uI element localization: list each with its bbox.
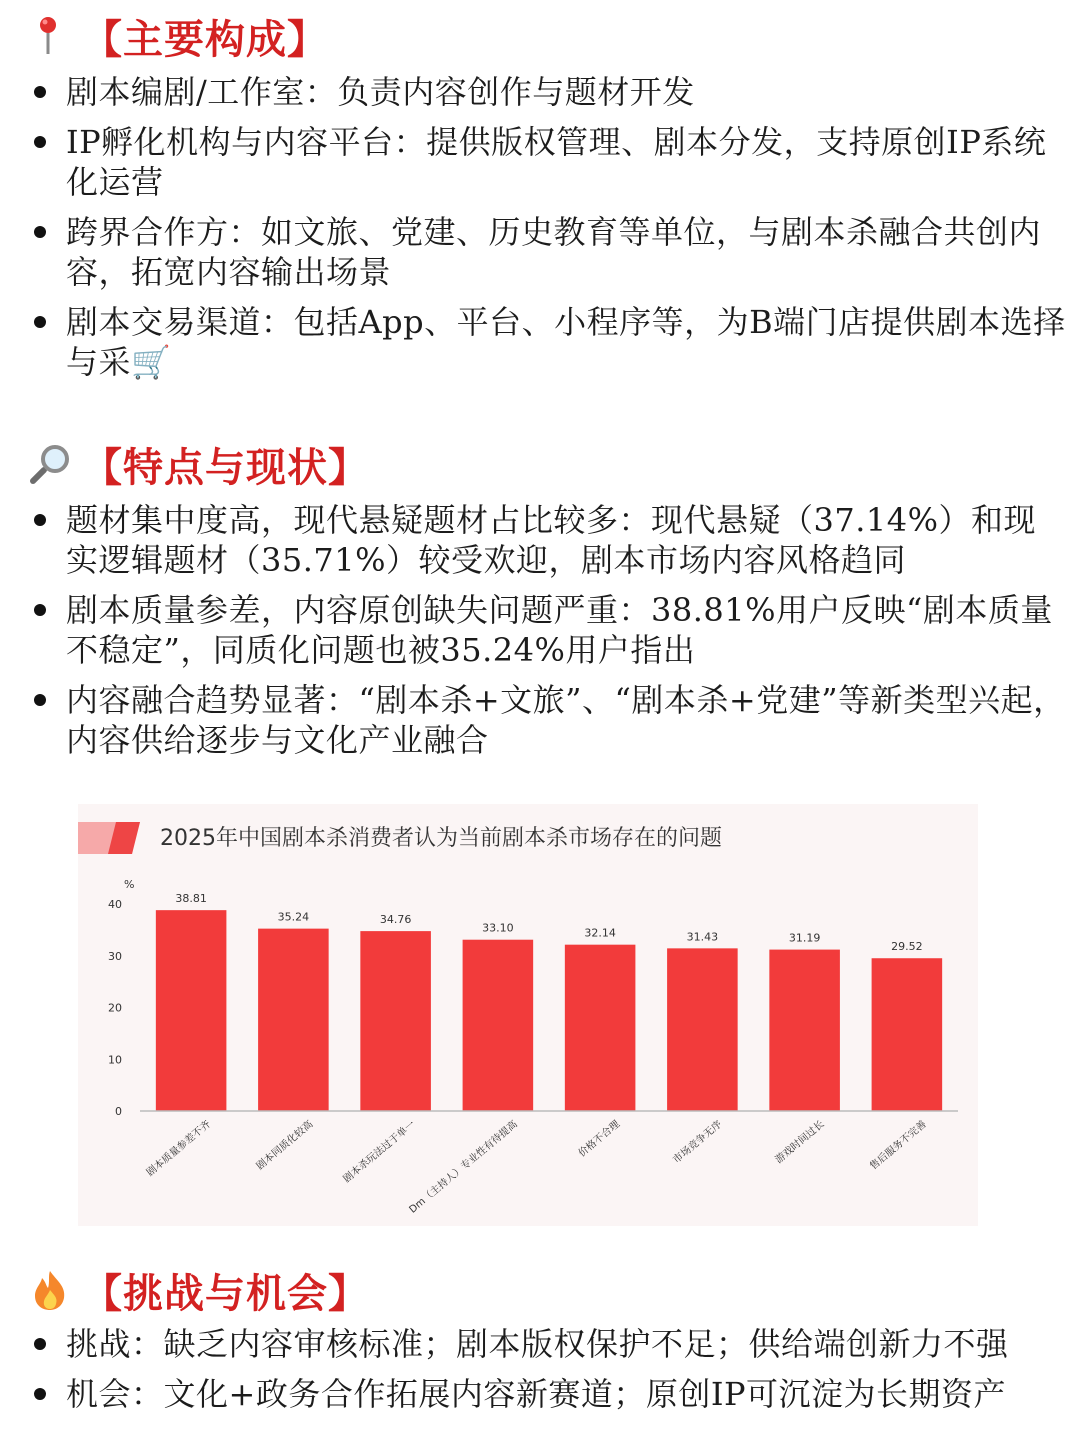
challenges-list <box>28 1324 1068 1424</box>
list-item: 内容融合趋势显著：“剧本杀+文旅”、“剧本杀+党建”等新类型兴起，内容供给逐步与文化产业融合 <box>28 680 1068 760</box>
x-tick-label: 价格不合理 <box>576 1118 623 1160</box>
bar-value-label: 34.76 <box>379 913 412 927</box>
list-item: 挑战：缺乏内容审核标准；剧本版权保护不足；供给端创新力不强 <box>28 1324 1068 1364</box>
features-list <box>28 500 1068 770</box>
bar-value-label: 33.10 <box>482 921 514 935</box>
x-tick-label: 剧本质量参差不齐 <box>144 1118 214 1179</box>
y-tick-label: 20 <box>108 1001 122 1015</box>
bar-chart <box>78 804 978 1226</box>
x-tick-label: 剧本同质化较高 <box>254 1118 316 1173</box>
list-item: 剧本交易渠道：包括App、平台、小程序等，为B端门店提供剧本选择与采🛒 <box>28 302 1068 382</box>
bar-value-label: 31.19 <box>788 931 821 945</box>
list-item: 剧本质量参差，内容原创缺失问题严重：38.81%用户反映“剧本质量不稳定”，同质化问题也被35.24%用户指出 <box>28 590 1068 670</box>
bar-value-label: 31.43 <box>686 930 719 944</box>
magnifier-icon <box>28 442 72 486</box>
chart-card <box>78 804 978 1226</box>
list-item: 机会：文化+政务合作拓展内容新赛道；原创IP可沉淀为长期资产 <box>28 1374 1068 1414</box>
x-tick-label: 市场竞争无序 <box>671 1118 725 1166</box>
composition-list <box>28 72 1068 392</box>
bar-value-label: 32.14 <box>584 926 616 940</box>
y-tick-label: 0 <box>115 1105 122 1118</box>
list-item: 剧本编剧/工作室：负责内容创作与题材开发 <box>28 72 1068 112</box>
section-heading-composition <box>28 8 328 64</box>
x-tick-label: 售后服务不完善 <box>868 1118 929 1173</box>
bar <box>156 910 227 1111</box>
x-tick-label: Dm（主持人）专业性有待提高 <box>407 1118 520 1216</box>
bar <box>258 929 329 1111</box>
y-axis-label: % <box>124 878 135 891</box>
pushpin-icon <box>28 14 72 58</box>
section-heading-challenges <box>28 1262 369 1318</box>
bar <box>667 948 738 1111</box>
list-item: IP孵化机构与内容平台：提供版权管理、剧本分发，支持原创IP系统化运营 <box>28 122 1068 202</box>
bar <box>463 940 534 1111</box>
list-item: 跨界合作方：如文旅、党建、历史教育等单位，与剧本杀融合共创内容，拓宽内容输出场景 <box>28 212 1068 292</box>
bar <box>872 958 943 1111</box>
bar-value-label: 38.81 <box>175 892 207 906</box>
section-title: 【主要构成】 <box>82 15 328 63</box>
bar-value-label: 29.52 <box>891 940 923 954</box>
x-tick-label: 游戏时间过长 <box>773 1118 827 1166</box>
bar-value-label: 35.24 <box>277 910 310 924</box>
section-heading-features <box>28 436 369 492</box>
bar <box>565 945 636 1111</box>
y-tick-label: 10 <box>108 1053 122 1067</box>
x-tick-label: 剧本杀玩法过于单一 <box>341 1118 418 1186</box>
bar <box>360 931 431 1111</box>
bar <box>769 950 840 1111</box>
list-item: 题材集中度高，现代悬疑题材占比较多：现代悬疑（37.14%）和现实逻辑题材（35.71%）较受欢迎，剧本市场内容风格趋同 <box>28 500 1068 580</box>
section-title: 【特点与现状】 <box>82 443 369 491</box>
y-tick-label: 30 <box>108 949 122 963</box>
fire-icon <box>28 1268 72 1312</box>
chart-title: 2025年中国剧本杀消费者认为当前剧本杀市场存在的问题 <box>160 826 722 851</box>
section-title: 【挑战与机会】 <box>82 1269 369 1317</box>
y-tick-label: 40 <box>108 898 122 911</box>
